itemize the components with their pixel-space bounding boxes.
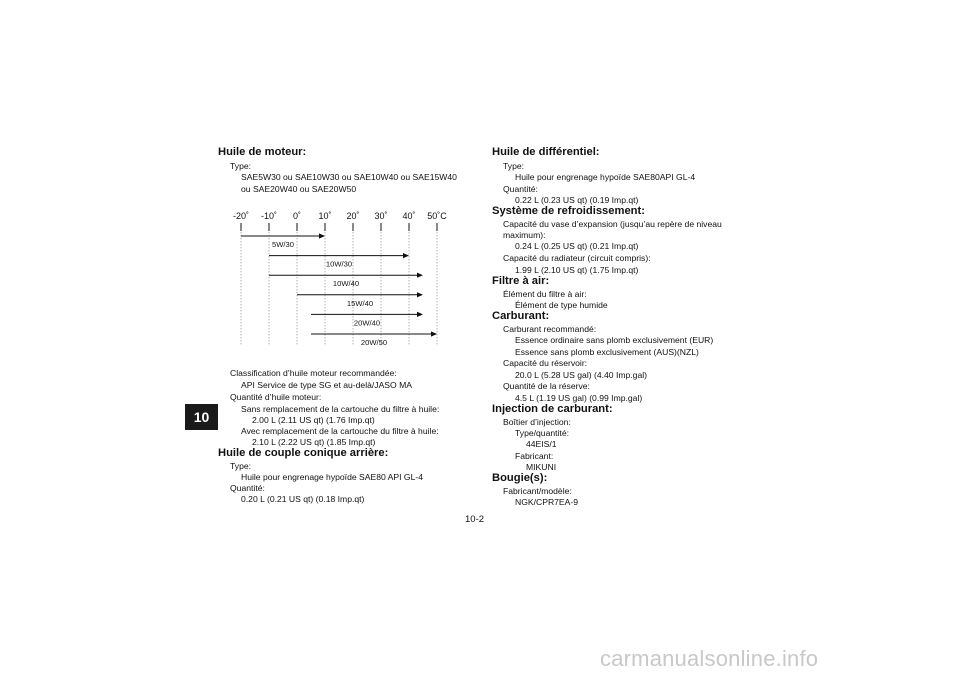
temperature-tick-label: 10˚ xyxy=(318,211,332,221)
oil-classification-value: API Service de type SG et au-delà/JASO MA xyxy=(241,380,412,390)
fuel-injection-heading: Injection de carburant: xyxy=(492,403,613,415)
recommended-fuel-aus-nzl: Essence sans plomb exclusivement (AUS)(NZL) xyxy=(515,347,699,357)
engine-oil-type-line1: SAE5W30 ou SAE10W30 ou SAE10W40 ou SAE15W40 xyxy=(241,172,457,182)
manufacturer-label: Fabricant: xyxy=(515,451,554,461)
differential-quantity-label: Quantité: xyxy=(503,184,538,194)
viscosity-grade-label: 20W/40 xyxy=(353,318,381,328)
manufacturer-value: MIKUNI xyxy=(526,462,557,472)
oil-viscosity-chart xyxy=(226,206,452,348)
temperature-tick-label: 20˚ xyxy=(346,211,360,221)
viscosity-range-arrow xyxy=(403,253,409,258)
viscosity-range-arrow xyxy=(417,273,423,278)
fuel-tank-capacity-value: 20.0 L (5.28 US gal) (4.40 Imp.gal) xyxy=(515,370,647,380)
temperature-tick-label: 0˚ xyxy=(292,211,302,221)
radiator-capacity-label: Capacité du radiateur (circuit compris): xyxy=(503,253,651,263)
viscosity-grade-label: 20W/50 xyxy=(360,338,388,347)
engine-oil-type-label: Type: xyxy=(230,161,252,171)
engine-oil-heading: Huile de moteur: xyxy=(218,146,307,158)
viscosity-grade-label: 10W/40 xyxy=(332,279,360,289)
recommended-fuel-label: Carburant recommandé: xyxy=(503,324,597,334)
viscosity-range-arrow xyxy=(417,312,423,317)
temperature-tick-label: 40˚ xyxy=(402,211,416,221)
temperature-tick-label: 50˚C xyxy=(427,211,447,221)
with-filter-value: 2.10 L (2.22 US qt) (1.85 Imp.qt) xyxy=(252,437,376,447)
viscosity-range-arrow xyxy=(417,292,423,297)
rear-gear-quantity-label: Quantité: xyxy=(230,483,265,493)
watermark-text: carmanualsonline.info xyxy=(600,646,819,671)
reservoir-capacity-label-line2: maximum): xyxy=(503,230,546,240)
air-filter-heading: Filtre à air: xyxy=(492,275,550,287)
spark-plug-model-label: Fabricant/modèle: xyxy=(503,486,572,496)
fuel-heading: Carburant: xyxy=(492,310,550,322)
page-number: 10-2 xyxy=(465,514,485,525)
recommended-fuel-eur: Essence ordinaire sans plomb exclusivement (EUR) xyxy=(515,335,714,345)
spark-plug-model-value: NGK/CPR7EA-9 xyxy=(515,497,579,507)
spark-plug-heading: Bougie(s): xyxy=(492,472,548,484)
temperature-tick-label: -10˚ xyxy=(260,211,278,221)
reservoir-capacity-label-line1: Capacité du vase d’expansion (jusqu’au repère de niveau xyxy=(503,219,722,229)
oil-classification-label: Classification d’huile moteur recommandée: xyxy=(230,368,397,378)
rear-gear-quantity-value: 0.20 L (0.21 US qt) (0.18 Imp.qt) xyxy=(241,494,365,504)
rear-gear-type-label: Type: xyxy=(230,461,252,471)
temperature-tick-label: -20˚ xyxy=(232,211,250,221)
differential-oil-heading: Huile de différentiel: xyxy=(492,146,600,158)
temperature-tick-label: 30˚ xyxy=(374,211,388,221)
differential-quantity-value: 0.22 L (0.23 US qt) (0.19 Imp.qt) xyxy=(515,195,639,205)
throttle-body-label: Boîtier d’injection: xyxy=(503,417,571,427)
viscosity-grade-label: 15W/40 xyxy=(346,298,374,308)
fuel-reserve-value: 4.5 L (1.19 US gal) (0.99 Imp.gal) xyxy=(515,393,643,403)
engine-oil-type-line2: ou SAE20W40 ou SAE20W50 xyxy=(241,184,357,194)
differential-type-label: Type: xyxy=(503,161,525,171)
rear-gear-type-value: Huile pour engrenage hypoïde SAE80 API GL-4 xyxy=(241,472,424,482)
viscosity-range-arrow xyxy=(319,233,325,238)
cooling-system-heading: Système de refroidissement: xyxy=(492,205,645,217)
differential-type-value: Huile pour engrenage hypoïde SAE80API GL-4 xyxy=(515,172,696,182)
air-filter-element-label: Élément du filtre à air: xyxy=(503,289,587,299)
chapter-tab: 10 xyxy=(185,404,218,430)
fuel-tank-capacity-label: Capacité du réservoir: xyxy=(503,358,588,368)
radiator-capacity-value: 1.99 L (2.10 US qt) (1.75 Imp.qt) xyxy=(515,265,639,275)
type-quantity-label: Type/quantité: xyxy=(515,428,569,438)
viscosity-grade-label: 10W/30 xyxy=(325,259,353,269)
oil-quantity-label: Quantité d’huile moteur: xyxy=(230,392,322,402)
air-filter-element-value: Élément de type humide xyxy=(515,300,608,310)
without-filter-label: Sans remplacement de la cartouche du filtre à huile: xyxy=(241,404,440,414)
without-filter-value: 2.00 L (2.11 US qt) (1.76 Imp.qt) xyxy=(252,415,375,425)
type-quantity-value: 44EIS/1 xyxy=(526,439,557,449)
rear-gear-oil-heading: Huile de couple conique arrière: xyxy=(218,447,389,459)
with-filter-label: Avec remplacement de la cartouche du filtre à huile: xyxy=(241,426,439,436)
viscosity-range-arrow xyxy=(431,331,437,336)
fuel-reserve-label: Quantité de la réserve: xyxy=(503,381,590,391)
reservoir-capacity-value: 0.24 L (0.25 US qt) (0.21 Imp.qt) xyxy=(515,241,639,251)
viscosity-grade-label: 5W/30 xyxy=(272,240,294,249)
